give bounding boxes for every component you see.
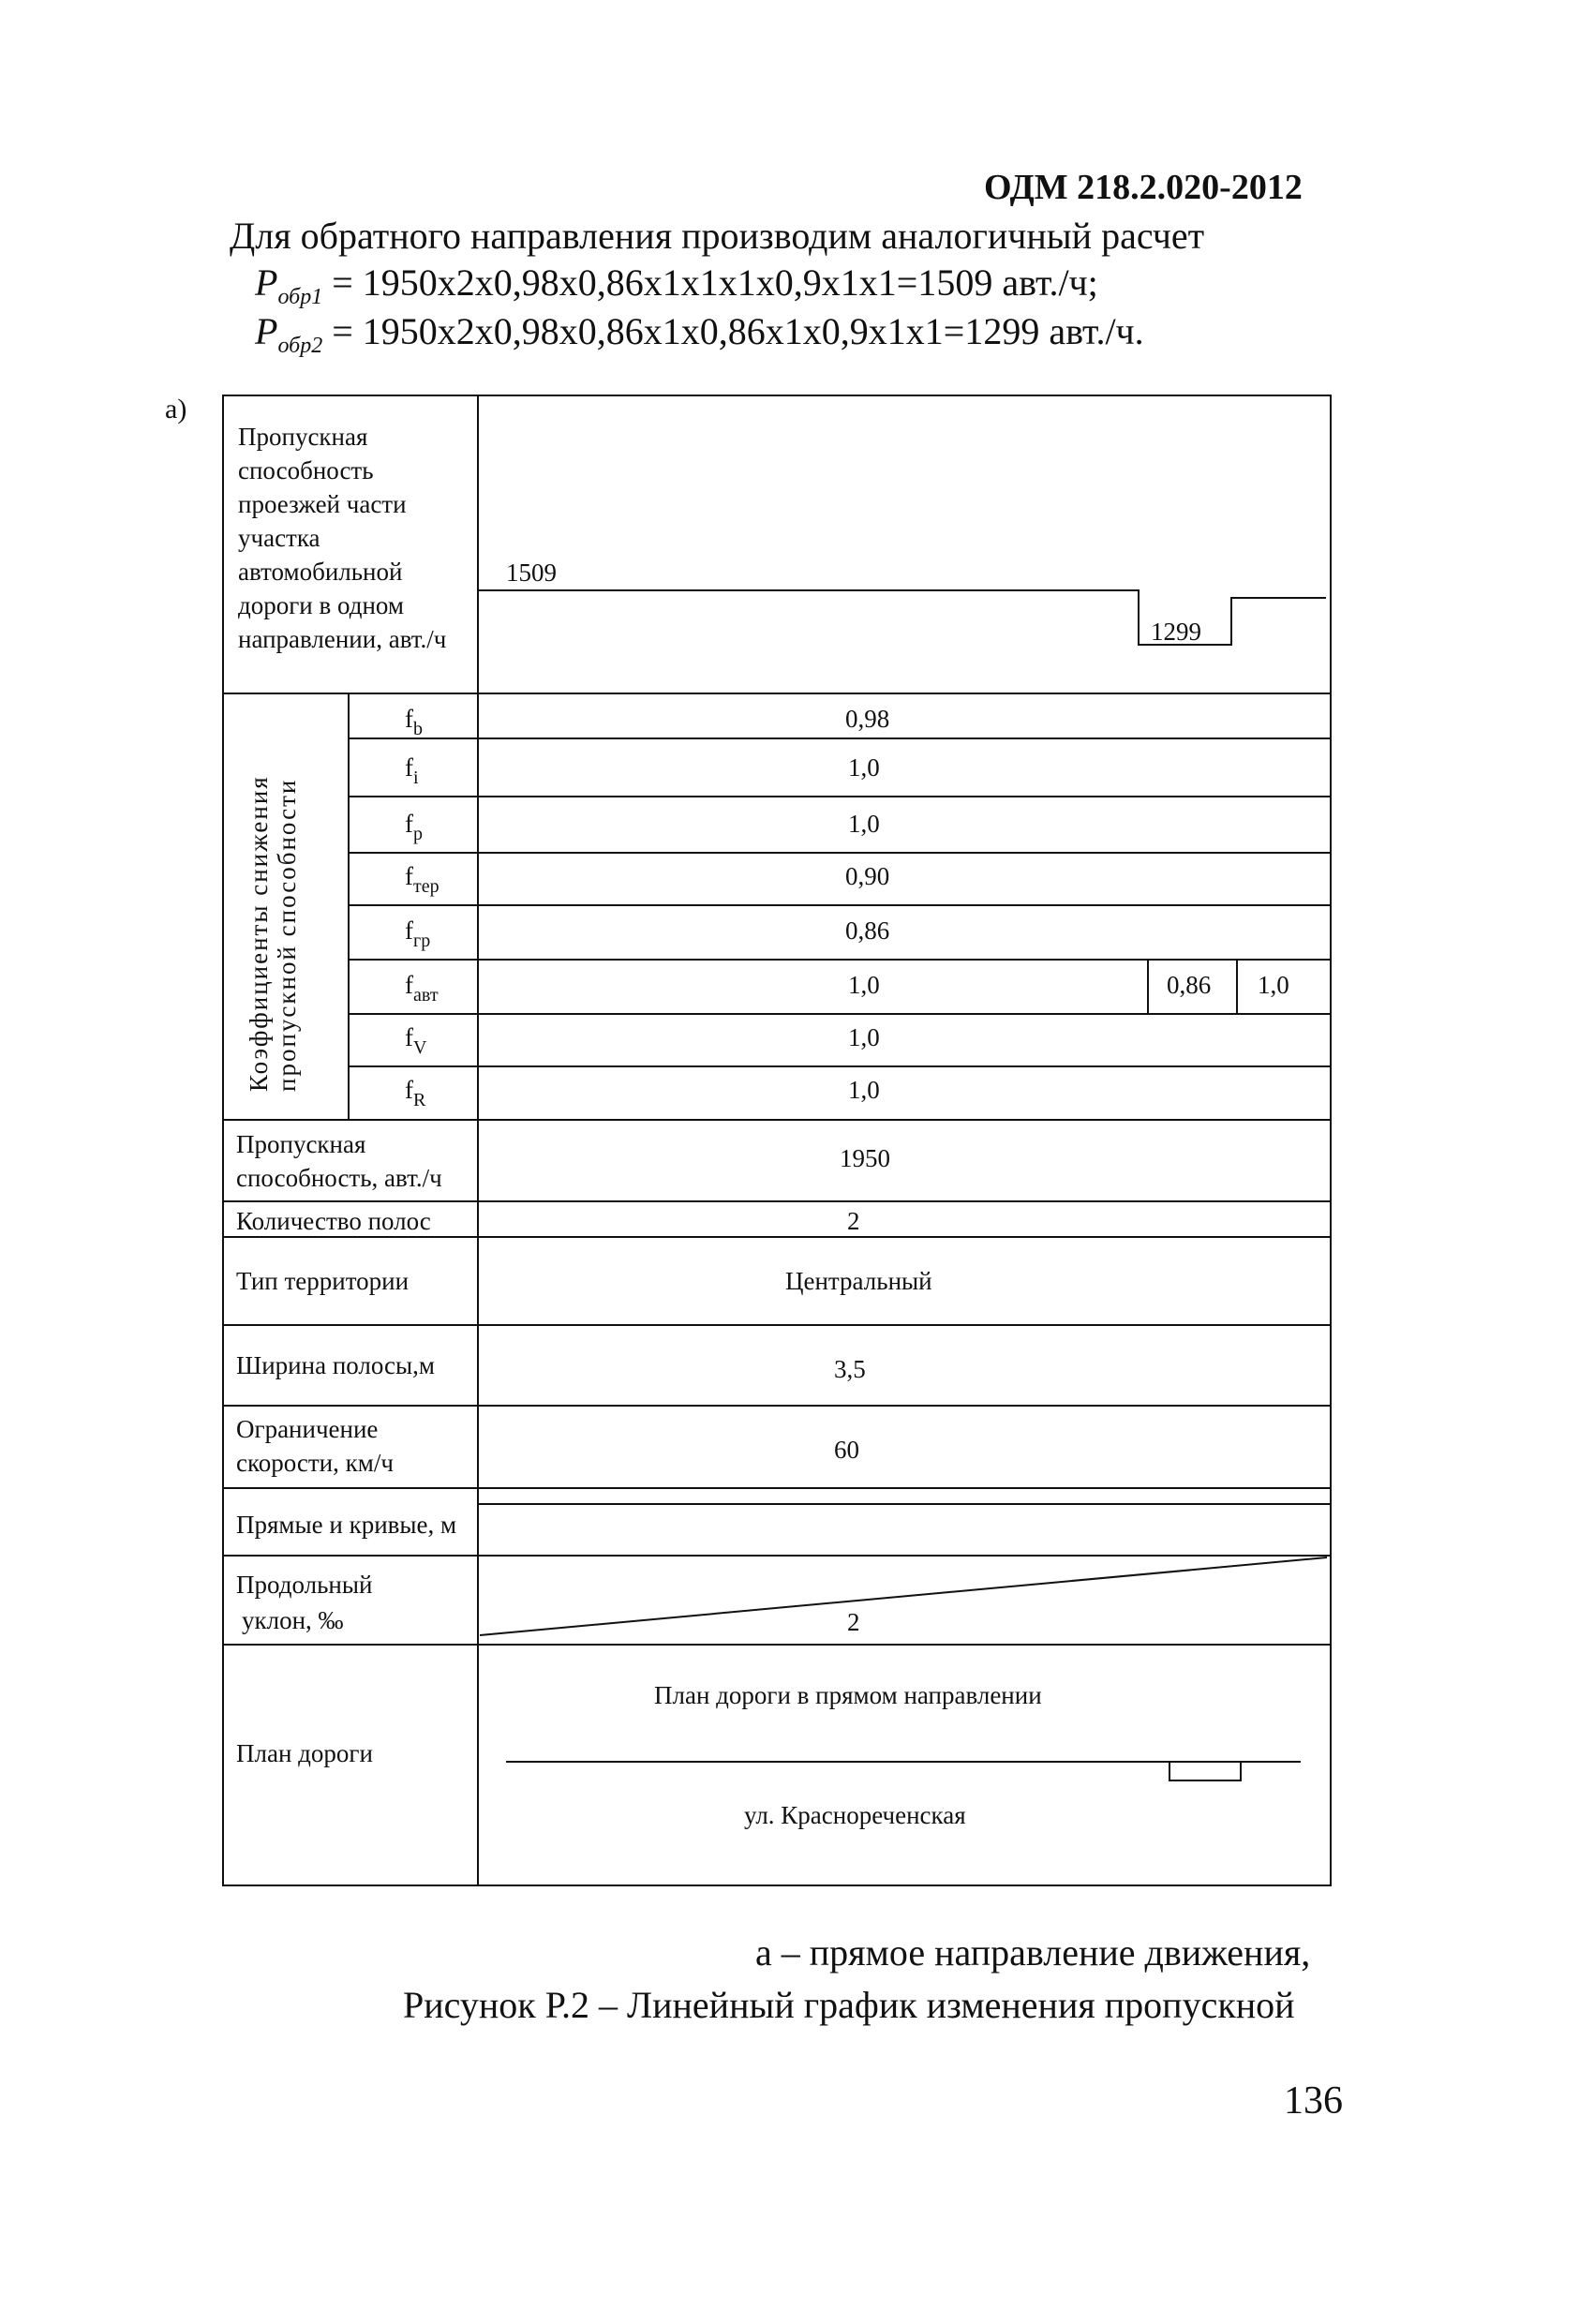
param-lanes-label: Количество полос [236,1207,431,1235]
capacity-value-1299: 1299 [1151,618,1201,646]
coef-value-fp: 1,0 [848,810,880,838]
grade-line [480,1557,1327,1635]
capacity-label-1: Пропускная [238,423,368,451]
intro-text: Для обратного направления производим аналогичный расчет [230,215,1205,257]
formula-1-symbol: P [255,261,278,304]
capacity-label-4: участка [238,524,320,552]
road-plan-label: План дороги [236,1739,373,1767]
coef-symbol-fgr: $f_{гр}$ [405,916,431,951]
coef-group-label-2: пропускной способности [273,778,301,1092]
capacity-label-2: способность [238,456,374,484]
caption-line-1: а – прямое направление движения, [755,1931,1311,1974]
param-capacity-label-1: Пропускная [236,1130,366,1158]
coef-symbol-fr: $f_R$ [405,1076,426,1110]
param-lane-width-label: Ширина полосы,м [236,1351,436,1379]
grade-label-1: Продольный [236,1571,373,1599]
formula-2-expression: = 1950x2x0,98x0,86x1x0,86x1x0,9x1x1=1299 авт./ч. [332,310,1144,352]
coef-value-fter: 0,90 [845,862,890,890]
road-plan-direction: План дороги в прямом направлении [654,1681,1042,1709]
param-lane-width-value: 3,5 [834,1355,866,1383]
coef-value-fi: 1,0 [848,753,880,782]
coef-value-fb: 0,98 [845,705,890,733]
param-speed-label-1: Ограничение [236,1415,379,1443]
param-speed-label-2: скорости, км/ч [236,1449,394,1477]
coef-value-fgr: 0,86 [845,916,890,945]
coef-value-favt: 1,0 [848,971,880,999]
coef-value-fv: 1,0 [848,1023,880,1051]
coef-group-label [245,775,301,1092]
param-capacity-value: 1950 [840,1144,890,1172]
curves-label: Прямые и кривые, м [236,1511,457,1539]
formula-1-expression: = 1950x2x0,98x0,86x1x1x1x0,9x1x1=1509 авт./ч; [332,261,1098,304]
param-territory-value: Центральный [785,1267,932,1295]
grade-label-2: уклон, ‰ [242,1606,344,1634]
coef-value-favt-extra-1: 0,86 [1167,971,1212,999]
coef-value-fr: 1,0 [848,1076,880,1104]
coef-symbol-fter: $f_{тер}$ [405,862,439,897]
formula-2-subscript: обр2 [277,334,323,358]
capacity-label-3: проезжей части [238,490,407,518]
param-speed-value: 60 [834,1436,859,1464]
param-lanes-value: 2 [847,1207,860,1235]
coef-value-favt-extra-2: 1,0 [1258,971,1289,999]
road-plan-street: ул. Краснореченская [744,1801,966,1829]
document-code: ОДМ 218.2.020-2012 [984,168,1303,207]
coef-symbol-fp: $f_p$ [405,810,423,844]
formula-1-subscript: обр1 [277,285,323,309]
coef-symbol-favt: $f_{авт}$ [405,971,439,1006]
panel-label: а) [165,394,187,425]
param-capacity-label-2: способность, авт./ч [236,1164,442,1192]
coef-symbol-fb: $f_b$ [405,705,423,739]
capacity-value-1509: 1509 [506,559,557,587]
coef-symbol-fi: $f_i$ [405,753,419,788]
grade-value: 2 [847,1608,860,1636]
capacity-label-5: автомобильной [238,558,403,586]
coef-symbol-fv: $f_V$ [405,1023,427,1058]
capacity-label-7: направлении, авт./ч [238,625,447,653]
page-number: 136 [1284,2079,1343,2123]
formula-2-symbol: P [255,310,278,352]
road-feature-marker [1169,1762,1241,1780]
coef-group-label-1: Коэффициенты снижения [245,775,273,1092]
caption-line-2: Рисунок Р.2 – Линейный график изменения пропускной [403,1984,1295,2026]
capacity-label-6: дороги в одном [238,591,404,619]
param-territory-label: Тип территории [236,1267,410,1295]
